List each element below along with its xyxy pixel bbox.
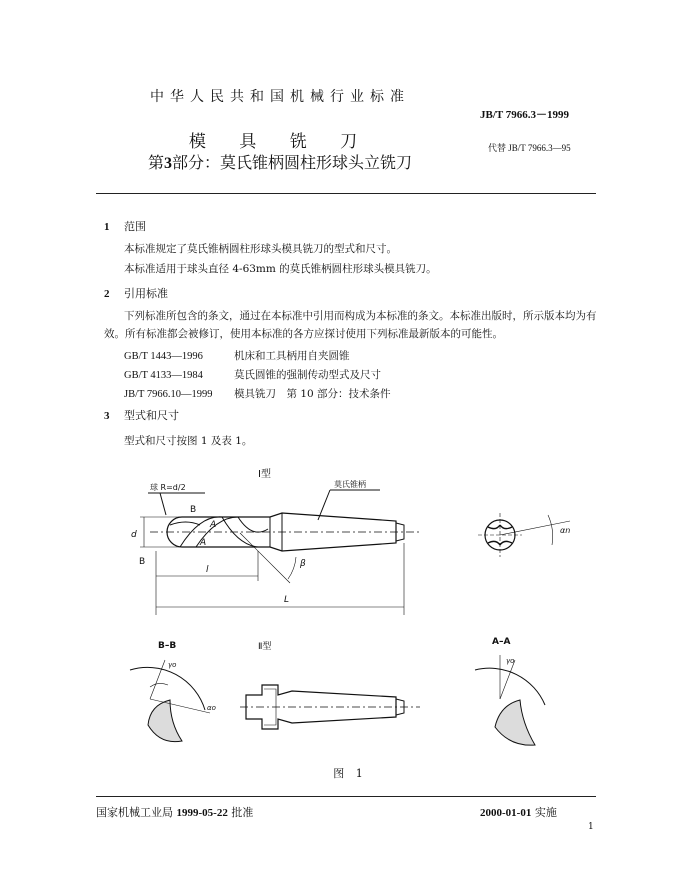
standard-org: 中华人民共和国机械行业标准 (150, 89, 410, 105)
section-2-heading (104, 285, 168, 301)
ball-leader (160, 493, 166, 515)
reference-row (124, 366, 381, 385)
flute-length-label: l (206, 565, 209, 575)
approve-date: 1999-05-22 (176, 807, 228, 819)
section-number: 1 (104, 221, 110, 233)
section-3-para-1: 型式和尺寸按图 1 及表 1。 (124, 435, 253, 447)
section-title: 引用标准 (124, 287, 168, 300)
reference-code: JB/T 7966.10—1999 (124, 389, 213, 400)
section-mark-a-top: A (210, 520, 217, 530)
replaces-note: 代替 JB/T 7966.3—95 (488, 143, 571, 153)
total-length-label: L (284, 595, 290, 605)
diameter-label: d (131, 530, 137, 540)
type-1-cutter (150, 513, 420, 551)
end-view-alpha-label: αn (560, 526, 571, 535)
aa-gamma-label: γo (506, 657, 515, 665)
section-number: 2 (104, 288, 110, 300)
implementation-word: 实施 (534, 806, 557, 819)
standard-number: JB/T 7966.3－1999 (480, 109, 570, 121)
shank-label: 莫氏锥柄 (334, 480, 366, 489)
reference-title: 莫氏圆锥的强制传动型式及尺寸 (234, 369, 381, 381)
section-mark-a-bottom: A (200, 538, 207, 548)
figure-caption: 图 1 (333, 767, 367, 780)
section-aa-view (475, 655, 545, 745)
reference-code: GB/T 1443—1996 (124, 351, 203, 362)
page-number: 1 (588, 822, 594, 832)
ball-radius-label: 球 R=d/2 (150, 483, 186, 492)
bb-gamma-label: γo (168, 661, 177, 669)
document-title: 模 具 铣 刀 (188, 132, 372, 152)
figure-1-drawing (0, 455, 680, 765)
implementation-date: 2000-01-01 (480, 807, 532, 819)
implementation-line (480, 804, 557, 820)
bb-alpha-label: αo (207, 704, 216, 712)
section-title: 范围 (124, 220, 146, 233)
reference-title: 机床和工具柄用自夹圆锥 (234, 350, 350, 362)
type-1-label: Ⅰ型 (258, 469, 271, 480)
section-bb-label: B–B (158, 641, 177, 651)
end-view (478, 513, 570, 557)
footer-rule (96, 796, 596, 797)
section-1-para-2: 本标准适用于球头直径 4-63mm 的莫氏锥柄圆柱形球头模具铣刀。 (124, 263, 437, 275)
section-bb-view (130, 660, 216, 742)
section-1-para-1: 本标准规定了莫氏锥柄圆柱形球头模具铣刀的型式和尺寸。 (124, 243, 397, 255)
helix-angle-label: β (300, 559, 306, 569)
section-2-para-1: 下列标准所包含的条文，通过在本标准中引用而构成为本标准的条文。本标准出版时，所示版本均为有效。所有标准都会被修订，使用本标准的各方应探讨使用下列标准最新版本的可能性。 (104, 310, 597, 340)
issuer-line (96, 804, 253, 820)
reference-row (124, 347, 350, 366)
section-mark-b-top: B (190, 505, 197, 515)
section-title: 型式和尺寸 (124, 409, 179, 422)
approve-word: 批准 (231, 806, 254, 819)
document-subtitle (0, 150, 560, 173)
subtitle-prefix: 第 (147, 153, 164, 172)
issuer: 国家机械工业局 (96, 806, 173, 819)
section-3-heading (104, 407, 179, 423)
reference-title: 模具铣刀 第 10 部分：技术条件 (234, 388, 391, 400)
section-mark-b-bottom: B (139, 557, 146, 567)
header-rule (96, 193, 596, 194)
type-2-cutter (240, 685, 420, 729)
subtitle-text: 部分：莫氏锥柄圆柱形球头立铣刀 (172, 153, 413, 172)
subtitle-part-number: 3 (164, 155, 172, 172)
reference-row (124, 385, 391, 404)
type-2-label: Ⅱ型 (258, 642, 272, 652)
section-1-heading (104, 218, 146, 234)
reference-code: GB/T 4133—1984 (124, 370, 203, 381)
section-aa-label: A–A (492, 637, 511, 647)
section-number: 3 (104, 410, 110, 422)
